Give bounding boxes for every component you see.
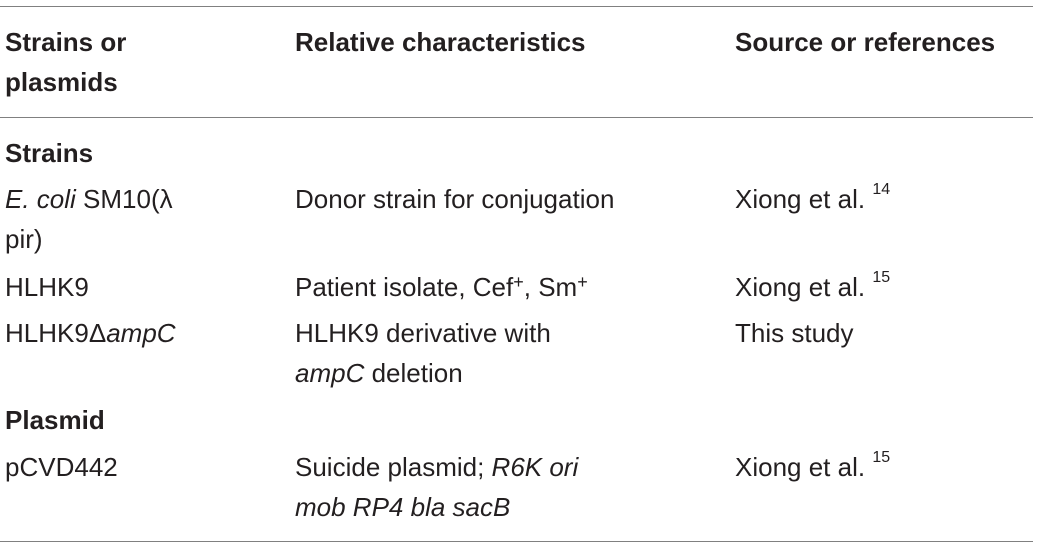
row-hlhk9-ampc-char-rest: deletion: [364, 358, 463, 388]
row-hlhk9-name: HLHK9: [5, 272, 89, 302]
top-rule: [0, 6, 1033, 7]
header-source-or-references: Source or references: [735, 27, 996, 57]
row-hlhk9-ampc-char-line1: HLHK9 derivative with: [295, 318, 551, 348]
row-hlhk9-source: [735, 267, 890, 307]
row-pcvd442-char-plain: Suicide plasmid;: [295, 452, 492, 482]
row-ecoli-name-rest: SM10(λ: [75, 184, 173, 214]
row-hlhk9-ref: 15: [872, 269, 891, 287]
row-pcvd442-name: pCVD442: [5, 452, 118, 482]
header-strains-or-plasmids: [5, 22, 126, 102]
row-pcvd442-ref: 15: [872, 449, 891, 467]
row-ecoli-name: [5, 179, 173, 259]
row-hlhk9-char-text2: , Sm: [523, 272, 578, 302]
header-rule: [0, 117, 1033, 118]
header-relative-characteristics: Relative characteristics: [295, 27, 586, 57]
row-hlhk9-char-sup1: +: [513, 272, 524, 292]
row-ecoli-ref: 14: [872, 181, 891, 199]
row-hlhk9-ampc-source: This study: [735, 318, 854, 348]
row-pcvd442-source: [735, 447, 890, 487]
row-pcvd442-source-text: Xiong et al.: [735, 452, 873, 482]
section-plasmid: Plasmid: [5, 405, 105, 435]
row-hlhk9-ampc-prefix: HLHK9: [5, 318, 89, 348]
header-col1-line2: plasmids: [5, 67, 118, 97]
row-hlhk9-ampc-delta: Δ: [88, 318, 107, 348]
row-hlhk9-source-text: Xiong et al.: [735, 272, 873, 302]
row-pcvd442-characteristics: [295, 447, 578, 527]
row-hlhk9-char-text1: Patient isolate, Cef: [295, 272, 514, 302]
row-hlhk9-ampc-name: [5, 313, 176, 353]
row-ecoli-name-line2: pir): [5, 224, 43, 254]
section-strains: Strains: [5, 138, 94, 168]
bottom-rule: [0, 541, 1033, 542]
row-pcvd442-char-italic2: mob RP4 bla sacB: [295, 492, 511, 522]
row-ecoli-name-italic: E. coli: [5, 184, 76, 214]
row-hlhk9-char-sup2: +: [577, 272, 588, 292]
row-hlhk9-ampc-characteristics: [295, 313, 551, 393]
row-ecoli-characteristics: Donor strain for conjugation: [295, 184, 615, 214]
row-ecoli-source-text: Xiong et al.: [735, 184, 873, 214]
row-ecoli-source: [735, 179, 890, 219]
row-hlhk9-ampc-char-italic: ampC: [295, 358, 365, 388]
header-col1-line1: Strains or: [5, 27, 127, 57]
row-pcvd442-char-italic1: R6K ori: [491, 452, 579, 482]
row-hlhk9-ampc-italic: ampC: [106, 318, 176, 348]
row-hlhk9-characteristics: [295, 267, 588, 307]
